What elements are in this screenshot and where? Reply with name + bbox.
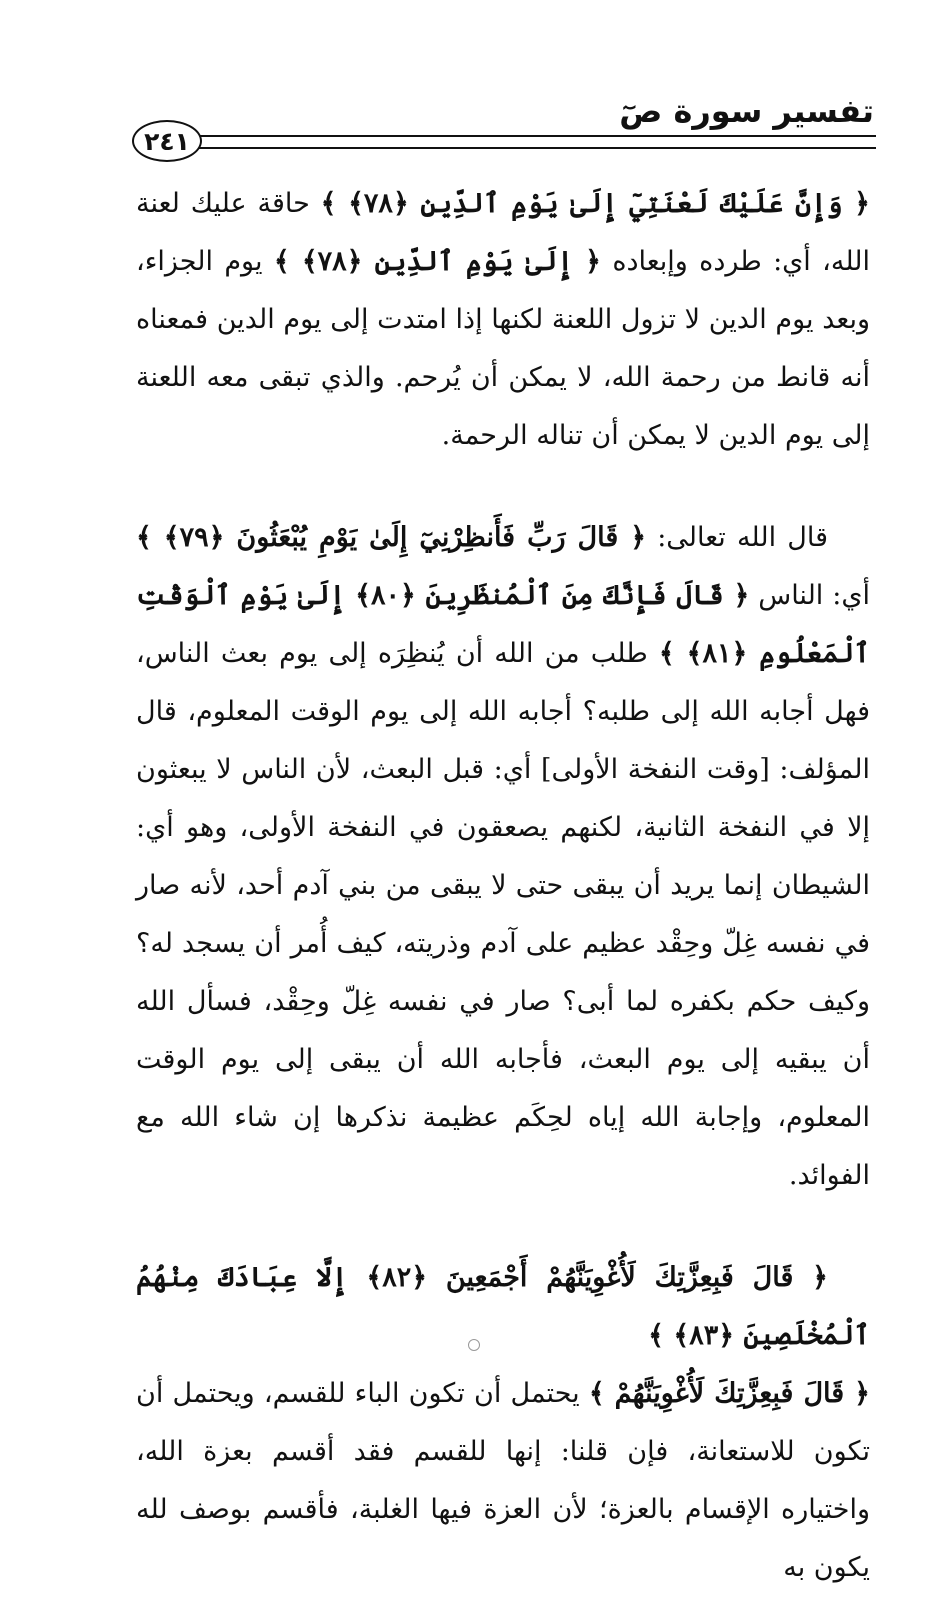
- quran-verse: ﴿ إِلَىٰ يَوْمِ ٱلدِّينِ ﴿٧٨﴾ ﴾: [273, 246, 601, 277]
- quran-verse: ﴿ قَالَ فَبِعِزَّتِكَ لَأُغْوِيَنَّهُمْ أَجْمَعِينَ ﴿٨٢﴾ إِلَّا عِبَادَكَ مِنْهُمُ ٱلْمُخْلَصِينَ ﴿٨٣﴾ ﴾: [136, 1262, 870, 1351]
- running-header-title: تفسير سورة صٓ: [619, 92, 874, 130]
- page-body: [136, 175, 870, 1597]
- commentary-text: قال الله تعالى:: [646, 522, 829, 553]
- paragraph: [136, 509, 870, 1205]
- commentary-text: طلب من الله أن يُنظِرَه إلى يوم بعث الناس، فهل أجابه الله إلى طلبه؟ أجابه الله إلى يوم الوقت المعلوم، قال المؤلف: [وقت النفخة الأولى] أي: قبل البعث، لأن الناس لا يبعثون إلا في النفخة الثانية، لكنهم يصعقون في النفخة الأولى، وهو أي: الشيطان إنما يريد أن يبقى حتى لا يبقى من بني آدم أحد، لأنه صار في نفسه غِلّ وحِقْد عظيم على آدم وذريته، كيف أُمر أن يسجد له؟ وكيف حكم بكفره لما أبى؟ صار في نفسه غِلّ وحِقْد، فسأل الله أن يبقيه إلى يوم البعث، فأجابه الله أن يبقى إلى يوم الوقت المعلوم، وإجابة الله إياه لحِكَم عظيمة نذكرها إن شاء الله مع الفوائد.: [136, 638, 870, 1191]
- commentary-text: أي: الناس: [749, 580, 870, 611]
- commentary-text: حاقة عليك لعنة الله، أي: طرده وإبعاده: [136, 188, 871, 277]
- page-number-badge: ٢٤١: [132, 120, 202, 162]
- scan-mark: [468, 1339, 480, 1351]
- commentary-text: يحتمل أن تكون الباء للقسم، ويحتمل أن تكون للاستعانة، فإن قلنا: إنها للقسم فقد أقسم بعزة الله، واختياره الإقسام بالعزة؛ لأن العزة فيها الغلبة، فأقسم بوصف لله يكون به: [136, 1378, 870, 1583]
- quran-verse: ﴿ وَإِنَّ عَلَيْكَ لَعْنَتِيٓ إِلَىٰ يَوْمِ ٱلدِّينِ ﴿٧٨﴾ ﴾: [320, 188, 870, 219]
- header-rule: [190, 135, 876, 149]
- quran-verse: ﴿ قَالَ فَبِعِزَّتِكَ لَأُغْوِيَنَّهُمْ ﴾: [588, 1378, 871, 1409]
- paragraph: [136, 1249, 870, 1365]
- commentary-text: يوم الجزاء، وبعد يوم الدين لا تزول اللعنة لكنها إذا امتدت إلى يوم الدين فمعناه أنه قانط من رحمة الله، لا يمكن أن يُرحم. والذي تبقى معه اللعنة إلى يوم الدين لا يمكن أن تناله الرحمة.: [136, 246, 870, 451]
- quran-verse: ﴿ قَالَ فَإِنَّكَ مِنَ ٱلْمُنظَرِينَ ﴿٨٠﴾ إِلَىٰ يَوْمِ ٱلْوَقْتِ ٱلْمَعْلُومِ ﴿٨١﴾ ﴾: [136, 580, 870, 669]
- quran-verse: ﴿ قَالَ رَبِّ فَأَنظِرْنِيٓ إِلَىٰ يَوْمِ يُبْعَثُونَ ﴿٧٩﴾ ﴾: [136, 522, 647, 553]
- paragraph: [136, 1365, 870, 1597]
- paragraph: [136, 175, 870, 465]
